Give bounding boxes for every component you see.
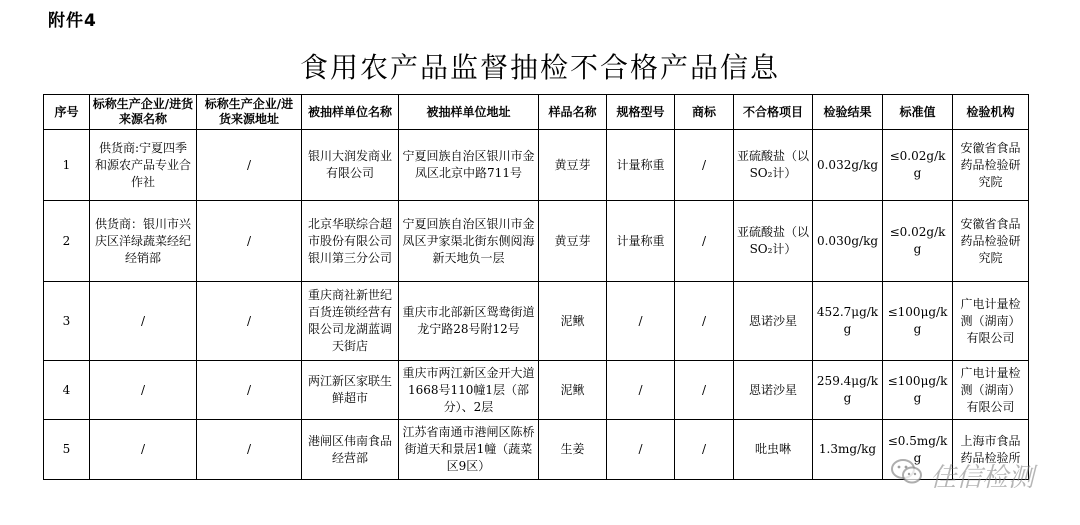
cell-item: 恩诺沙星 (734, 361, 813, 420)
cell-brand: / (675, 130, 734, 201)
cell-standard: ≤0.02g/kg (883, 201, 953, 282)
header-result: 检验结果 (813, 95, 883, 130)
cell-spec: / (607, 361, 675, 420)
header-unit-name: 被抽样单位名称 (302, 95, 399, 130)
cell-result: 0.032g/kg (813, 130, 883, 201)
attachment-label: 附件4 (48, 11, 97, 31)
cell-standard: ≤100μg/kg (883, 361, 953, 420)
cell-unit-name: 银川大润发商业有限公司 (302, 130, 399, 201)
cell-producer-name: / (90, 282, 197, 361)
cell-agency: 广电计量检测（湖南）有限公司 (953, 361, 1029, 420)
cell-sample: 泥鳅 (539, 361, 607, 420)
header-producer-name: 标称生产企业/进货来源名称 (90, 95, 197, 130)
cell-item: 亚硫酸盐（以SO₂计） (734, 201, 813, 282)
table-header-row (44, 95, 1029, 130)
cell-unit-addr: 江苏省南通市港闸区陈桥街道天和景居1幢（蔬菜区9区） (399, 420, 539, 480)
cell-sample: 生姜 (539, 420, 607, 480)
cell-producer-addr: / (197, 282, 302, 361)
cell-spec: 计量称重 (607, 201, 675, 282)
cell-no: 1 (44, 130, 90, 201)
cell-agency: 广电计量检测（湖南）有限公司 (953, 282, 1029, 361)
cell-agency: 上海市食品药品检验所 (953, 420, 1029, 480)
unqualified-products-table (43, 94, 1029, 480)
header-sample: 样品名称 (539, 95, 607, 130)
header-brand: 商标 (675, 95, 734, 130)
cell-unit-name: 港闸区伟南食品经营部 (302, 420, 399, 480)
watermark-text: 佳信检测 (930, 462, 1035, 493)
header-producer-addr: 标称生产企业/进货来源地址 (197, 95, 302, 130)
header-item: 不合格项目 (734, 95, 813, 130)
cell-producer-name: / (90, 361, 197, 420)
header-unit-addr: 被抽样单位地址 (399, 95, 539, 130)
table-row (44, 361, 1029, 420)
table-row (44, 420, 1029, 480)
cell-result: 259.4μg/kg (813, 361, 883, 420)
header-no: 序号 (44, 95, 90, 130)
cell-unit-addr: 重庆市北部新区鸳鸯街道龙宁路28号附12号 (399, 282, 539, 361)
cell-brand: / (675, 201, 734, 282)
cell-producer-name: 供货商:宁夏四季和源农产品专业合作社 (90, 130, 197, 201)
cell-result: 1.3mg/kg (813, 420, 883, 480)
cell-unit-name: 北京华联综合超市股份有限公司银川第三分公司 (302, 201, 399, 282)
cell-no: 4 (44, 361, 90, 420)
cell-no: 2 (44, 201, 90, 282)
cell-standard: ≤0.5mg/kg (883, 420, 953, 480)
cell-producer-addr: / (197, 361, 302, 420)
header-spec: 规格型号 (607, 95, 675, 130)
cell-agency: 安徽省食品药品检验研究院 (953, 130, 1029, 201)
cell-standard: ≤0.02g/kg (883, 130, 953, 201)
cell-producer-addr: / (197, 201, 302, 282)
table-row (44, 130, 1029, 201)
cell-spec: 计量称重 (607, 130, 675, 201)
cell-spec: / (607, 282, 675, 361)
cell-no: 5 (44, 420, 90, 480)
cell-unit-addr: 宁夏回族自治区银川市金凤区尹家渠北街东侧阅海新天地负一层 (399, 201, 539, 282)
cell-unit-addr: 宁夏回族自治区银川市金凤区北京中路711号 (399, 130, 539, 201)
cell-producer-addr: / (197, 130, 302, 201)
cell-no: 3 (44, 282, 90, 361)
cell-spec: / (607, 420, 675, 480)
header-agency: 检验机构 (953, 95, 1029, 130)
cell-sample: 黄豆芽 (539, 130, 607, 201)
header-standard: 标准值 (883, 95, 953, 130)
cell-item: 亚硫酸盐（以SO₂计） (734, 130, 813, 201)
table-row (44, 282, 1029, 361)
cell-item: 恩诺沙星 (734, 282, 813, 361)
cell-brand: / (675, 282, 734, 361)
cell-sample: 泥鳅 (539, 282, 607, 361)
cell-producer-addr: / (197, 420, 302, 480)
cell-unit-addr: 重庆市两江新区金开大道1668号110幢1层（部分）、2层 (399, 361, 539, 420)
cell-brand: / (675, 420, 734, 480)
page-title: 食用农产品监督抽检不合格产品信息 (299, 51, 780, 84)
cell-result: 0.030g/kg (813, 201, 883, 282)
cell-unit-name: 两江新区家联生鲜超市 (302, 361, 399, 420)
cell-unit-name: 重庆商社新世纪百货连锁经营有限公司龙湖蓝调天街店 (302, 282, 399, 361)
cell-sample: 黄豆芽 (539, 201, 607, 282)
cell-producer-name: / (90, 420, 197, 480)
cell-standard: ≤100μg/kg (883, 282, 953, 361)
cell-result: 452.7μg/kg (813, 282, 883, 361)
cell-brand: / (675, 361, 734, 420)
table-row (44, 201, 1029, 282)
cell-item: 吡虫啉 (734, 420, 813, 480)
cell-producer-name: 供货商：银川市兴庆区洋绿蔬菜经纪经销部 (90, 201, 197, 282)
cell-agency: 安徽省食品药品检验研究院 (953, 201, 1029, 282)
